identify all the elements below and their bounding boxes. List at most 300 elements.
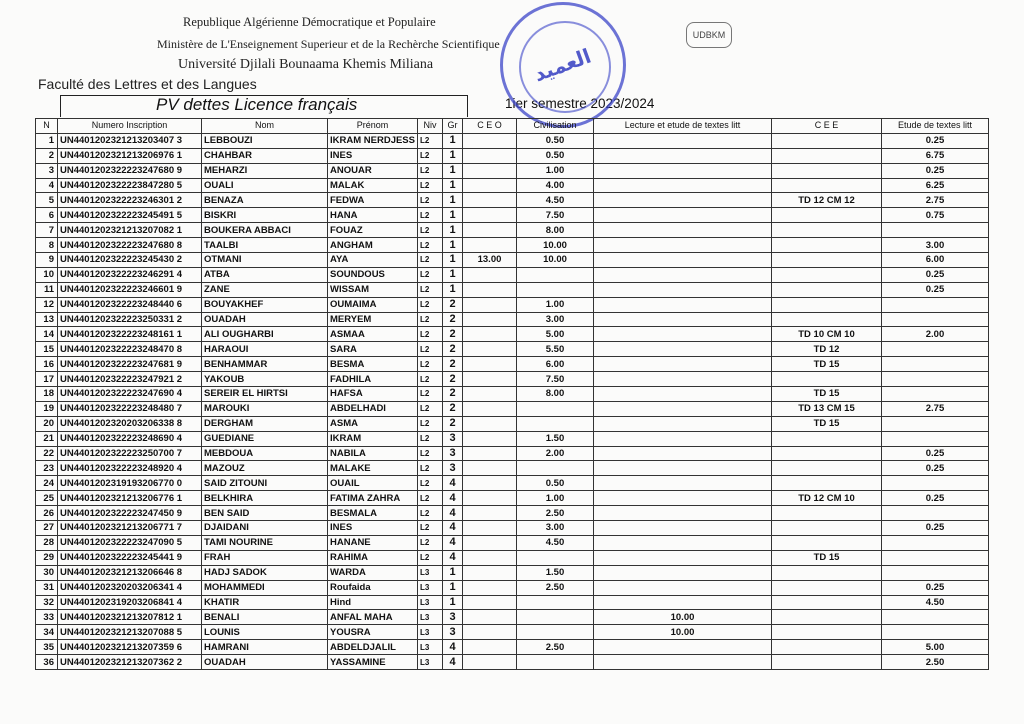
last-name: OUADAH (202, 312, 328, 327)
first-name: YOUSRA (328, 625, 418, 640)
civilisation-grade: 1.50 (517, 431, 594, 446)
first-name: WISSAM (328, 282, 418, 297)
inscription-number: UN4401202322223248690 4 (58, 431, 202, 446)
level: L3 (418, 625, 443, 640)
ceo-grade (463, 267, 517, 282)
inscription-number: UN4401202321213206646 8 (58, 565, 202, 580)
first-name: INES (328, 148, 418, 163)
etude-grade (882, 312, 989, 327)
first-name: FATIMA ZAHRA (328, 491, 418, 506)
civilisation-grade (517, 550, 594, 565)
cee-grade (772, 521, 882, 536)
etude-grade (882, 416, 989, 431)
inscription-number: UN4401202322223248161 1 (58, 327, 202, 342)
ceo-grade (463, 342, 517, 357)
table-row (36, 372, 989, 387)
group: 1 (443, 178, 463, 193)
first-name: HANANE (328, 535, 418, 550)
inscription-number: UN4401202322223247090 5 (58, 535, 202, 550)
last-name: HAMRANI (202, 640, 328, 655)
first-name: INES (328, 521, 418, 536)
inscription-number: UN4401202322223248920 4 (58, 461, 202, 476)
cee-grade (772, 372, 882, 387)
inscription-number: UN4401202322223247450 9 (58, 506, 202, 521)
first-name: MALAK (328, 178, 418, 193)
level: L2 (418, 163, 443, 178)
level: L2 (418, 193, 443, 208)
first-name: MALAKE (328, 461, 418, 476)
table-row (36, 342, 989, 357)
lecture-grade (594, 297, 772, 312)
lecture-grade (594, 267, 772, 282)
ceo-grade (463, 431, 517, 446)
lecture-grade (594, 223, 772, 238)
col-header-ceo: C E O (463, 119, 517, 134)
lecture-grade (594, 342, 772, 357)
cee-grade: TD 12 CM 10 (772, 491, 882, 506)
level: L2 (418, 550, 443, 565)
row-number: 12 (36, 297, 58, 312)
table-row (36, 640, 989, 655)
row-number: 27 (36, 521, 58, 536)
first-name: FOUAZ (328, 223, 418, 238)
last-name: MAZOUZ (202, 461, 328, 476)
table-row (36, 550, 989, 565)
etude-grade: 0.25 (882, 267, 989, 282)
lecture-grade (594, 327, 772, 342)
cee-grade (772, 476, 882, 491)
group: 1 (443, 580, 463, 595)
last-name: BELKHIRA (202, 491, 328, 506)
faculty-heading: Faculté des Lettres et des Langues (38, 76, 257, 92)
lecture-grade (594, 178, 772, 193)
table-header-row (36, 119, 989, 134)
lecture-grade (594, 401, 772, 416)
civilisation-grade (517, 625, 594, 640)
etude-grade (882, 550, 989, 565)
last-name: SEREIR EL HIRTSI (202, 387, 328, 402)
table-row (36, 312, 989, 327)
ceo-grade (463, 446, 517, 461)
level: L2 (418, 282, 443, 297)
ceo-grade (463, 387, 517, 402)
level: L2 (418, 312, 443, 327)
civilisation-grade: 0.50 (517, 148, 594, 163)
table-body (36, 133, 989, 669)
lecture-grade (594, 372, 772, 387)
cee-grade: TD 12 CM 12 (772, 193, 882, 208)
first-name: Hind (328, 595, 418, 610)
ceo-grade (463, 312, 517, 327)
table-row (36, 625, 989, 640)
group: 2 (443, 297, 463, 312)
etude-grade: 0.25 (882, 282, 989, 297)
level: L3 (418, 655, 443, 670)
last-name: BEN SAID (202, 506, 328, 521)
level: L2 (418, 327, 443, 342)
table-row (36, 401, 989, 416)
row-number: 6 (36, 208, 58, 223)
cee-grade (772, 580, 882, 595)
first-name: ABDELHADI (328, 401, 418, 416)
cee-grade (772, 223, 882, 238)
ceo-grade (463, 401, 517, 416)
first-name: ANFAL MAHA (328, 610, 418, 625)
last-name: LEBBOUZI (202, 133, 328, 148)
etude-grade (882, 610, 989, 625)
level: L2 (418, 535, 443, 550)
ceo-grade (463, 372, 517, 387)
inscription-number: UN4401202322223247680 9 (58, 163, 202, 178)
inscription-number: UN4401202321213207812 1 (58, 610, 202, 625)
civilisation-grade (517, 595, 594, 610)
inscription-number: UN4401202319203206841 4 (58, 595, 202, 610)
lecture-grade (594, 238, 772, 253)
group: 2 (443, 387, 463, 402)
first-name: FADHILA (328, 372, 418, 387)
row-number: 19 (36, 401, 58, 416)
last-name: ATBA (202, 267, 328, 282)
group: 1 (443, 565, 463, 580)
table-row (36, 506, 989, 521)
table-row (36, 521, 989, 536)
civilisation-grade (517, 416, 594, 431)
cee-grade (772, 282, 882, 297)
ceo-grade (463, 163, 517, 178)
cee-grade (772, 238, 882, 253)
last-name: DJAIDANI (202, 521, 328, 536)
civilisation-grade (517, 610, 594, 625)
level: L2 (418, 372, 443, 387)
table-row (36, 491, 989, 506)
ceo-grade (463, 506, 517, 521)
ceo-grade (463, 655, 517, 670)
level: L2 (418, 387, 443, 402)
ceo-grade (463, 208, 517, 223)
cee-grade (772, 208, 882, 223)
civilisation-grade (517, 401, 594, 416)
last-name: GUEDIANE (202, 431, 328, 446)
group: 2 (443, 342, 463, 357)
table-row (36, 580, 989, 595)
level: L3 (418, 640, 443, 655)
official-stamp (500, 2, 626, 128)
group: 1 (443, 193, 463, 208)
civilisation-grade: 2.00 (517, 446, 594, 461)
last-name: KHATIR (202, 595, 328, 610)
last-name: BENALI (202, 610, 328, 625)
etude-grade: 6.25 (882, 178, 989, 193)
level: L2 (418, 431, 443, 446)
cee-grade: TD 10 CM 10 (772, 327, 882, 342)
table-row (36, 133, 989, 148)
first-name: IKRAM (328, 431, 418, 446)
etude-grade: 0.25 (882, 521, 989, 536)
last-name: YAKOUB (202, 372, 328, 387)
row-number: 20 (36, 416, 58, 431)
table-row (36, 223, 989, 238)
cee-grade (772, 625, 882, 640)
civilisation-grade: 8.00 (517, 223, 594, 238)
logo-text: UDBKM (692, 30, 726, 40)
last-name: BOUKERA ABBACI (202, 223, 328, 238)
inscription-number: UN4401202321213207359 6 (58, 640, 202, 655)
debts-table (35, 118, 989, 670)
group: 1 (443, 223, 463, 238)
first-name: ABDELDJALIL (328, 640, 418, 655)
civilisation-grade: 1.00 (517, 163, 594, 178)
row-number: 11 (36, 282, 58, 297)
lecture-grade (594, 580, 772, 595)
level: L2 (418, 491, 443, 506)
last-name: BENAZA (202, 193, 328, 208)
ceo-grade (463, 327, 517, 342)
lecture-grade (594, 565, 772, 580)
semester-label: 1ier semestre 2023/2024 (505, 96, 655, 111)
lecture-grade (594, 535, 772, 550)
lecture-grade (594, 163, 772, 178)
row-number: 28 (36, 535, 58, 550)
ceo-grade (463, 193, 517, 208)
lecture-grade (594, 595, 772, 610)
cee-grade (772, 267, 882, 282)
cee-grade (772, 431, 882, 446)
row-number: 14 (36, 327, 58, 342)
level: L2 (418, 461, 443, 476)
first-name: Roufaida (328, 580, 418, 595)
inscription-number: UN4401202322223245491 5 (58, 208, 202, 223)
level: L3 (418, 610, 443, 625)
etude-grade: 2.75 (882, 401, 989, 416)
col-header-gr: Gr (443, 119, 463, 134)
civilisation-grade: 1.00 (517, 491, 594, 506)
last-name: MOHAMMEDI (202, 580, 328, 595)
etude-grade: 6.00 (882, 253, 989, 268)
ceo-grade (463, 223, 517, 238)
row-number: 32 (36, 595, 58, 610)
ceo-grade (463, 178, 517, 193)
row-number: 7 (36, 223, 58, 238)
level: L2 (418, 208, 443, 223)
etude-grade (882, 625, 989, 640)
first-name: IKRAM NERDJESS (328, 133, 418, 148)
level: L2 (418, 297, 443, 312)
group: 3 (443, 625, 463, 640)
row-number: 17 (36, 372, 58, 387)
table-row (36, 565, 989, 580)
lecture-grade (594, 312, 772, 327)
row-number: 13 (36, 312, 58, 327)
cee-grade (772, 640, 882, 655)
civilisation-grade: 0.50 (517, 476, 594, 491)
ceo-grade (463, 625, 517, 640)
level: L2 (418, 148, 443, 163)
civilisation-grade: 10.00 (517, 238, 594, 253)
last-name: BISKRI (202, 208, 328, 223)
cee-grade (772, 610, 882, 625)
stamp-text: العميد (530, 43, 595, 87)
last-name: MEHARZI (202, 163, 328, 178)
lecture-grade (594, 476, 772, 491)
table-row (36, 267, 989, 282)
civilisation-grade (517, 655, 594, 670)
group: 4 (443, 640, 463, 655)
ceo-grade (463, 461, 517, 476)
lecture-grade (594, 208, 772, 223)
inscription-number: UN4401202322223248470 8 (58, 342, 202, 357)
table-row (36, 253, 989, 268)
group: 3 (443, 431, 463, 446)
col-header-inscription: Numero Inscription (58, 119, 202, 134)
civilisation-grade: 7.50 (517, 208, 594, 223)
inscription-number: UN4401202321213207362 2 (58, 655, 202, 670)
last-name: BENHAMMAR (202, 357, 328, 372)
cee-grade: TD 13 CM 15 (772, 401, 882, 416)
civilisation-grade: 5.50 (517, 342, 594, 357)
last-name: OUADAH (202, 655, 328, 670)
lecture-grade (594, 491, 772, 506)
ceo-grade: 13.00 (463, 253, 517, 268)
cee-grade: TD 15 (772, 550, 882, 565)
group: 4 (443, 506, 463, 521)
table-row (36, 148, 989, 163)
civilisation-grade: 1.00 (517, 297, 594, 312)
row-number: 5 (36, 193, 58, 208)
row-number: 36 (36, 655, 58, 670)
cee-grade (772, 655, 882, 670)
inscription-number: UN4401202322223245441 9 (58, 550, 202, 565)
civilisation-grade: 1.50 (517, 565, 594, 580)
ceo-grade (463, 282, 517, 297)
row-number: 3 (36, 163, 58, 178)
last-name: FRAH (202, 550, 328, 565)
group: 2 (443, 312, 463, 327)
etude-grade (882, 223, 989, 238)
row-number: 10 (36, 267, 58, 282)
etude-grade: 0.25 (882, 580, 989, 595)
last-name: TAMI NOURINE (202, 535, 328, 550)
row-number: 9 (36, 253, 58, 268)
republic-heading: Republique Algérienne Démocratique et Populaire (183, 15, 436, 29)
level: L2 (418, 223, 443, 238)
table-row (36, 387, 989, 402)
lecture-grade (594, 431, 772, 446)
group: 2 (443, 372, 463, 387)
table-row (36, 282, 989, 297)
etude-grade: 3.00 (882, 238, 989, 253)
civilisation-grade (517, 267, 594, 282)
level: L2 (418, 521, 443, 536)
lecture-grade (594, 253, 772, 268)
row-number: 22 (36, 446, 58, 461)
last-name: MEBDOUA (202, 446, 328, 461)
first-name: FEDWA (328, 193, 418, 208)
civilisation-grade: 0.50 (517, 133, 594, 148)
civilisation-grade (517, 282, 594, 297)
row-number: 29 (36, 550, 58, 565)
group: 1 (443, 267, 463, 282)
inscription-number: UN4401202322223247681 9 (58, 357, 202, 372)
first-name: OUAIL (328, 476, 418, 491)
inscription-number: UN4401202321213206976 1 (58, 148, 202, 163)
etude-grade: 0.75 (882, 208, 989, 223)
group: 2 (443, 327, 463, 342)
col-header-etude: Etude de textes litt (882, 119, 989, 134)
cee-grade (772, 565, 882, 580)
etude-grade: 2.75 (882, 193, 989, 208)
row-number: 33 (36, 610, 58, 625)
inscription-number: UN4401202322223250700 7 (58, 446, 202, 461)
lecture-grade (594, 193, 772, 208)
first-name: SARA (328, 342, 418, 357)
cee-grade (772, 148, 882, 163)
cee-grade (772, 446, 882, 461)
ministry-heading: Ministère de L'Enseignement Superieur et de la Rechèrche Scientifique (157, 37, 500, 51)
group: 3 (443, 446, 463, 461)
level: L2 (418, 446, 443, 461)
civilisation-grade (517, 461, 594, 476)
lecture-grade (594, 521, 772, 536)
level: L2 (418, 178, 443, 193)
first-name: SOUNDOUS (328, 267, 418, 282)
inscription-number: UN4401202322223246291 4 (58, 267, 202, 282)
ceo-grade (463, 521, 517, 536)
level: L3 (418, 565, 443, 580)
inscription-number: UN4401202322223246601 9 (58, 282, 202, 297)
inscription-number: UN4401202320203206338 8 (58, 416, 202, 431)
table-row (36, 610, 989, 625)
table-row (36, 476, 989, 491)
group: 4 (443, 550, 463, 565)
ceo-grade (463, 357, 517, 372)
etude-grade: 0.25 (882, 446, 989, 461)
lecture-grade (594, 550, 772, 565)
lecture-grade (594, 506, 772, 521)
ceo-grade (463, 133, 517, 148)
table-row (36, 595, 989, 610)
inscription-number: UN4401202322223246301 2 (58, 193, 202, 208)
ceo-grade (463, 550, 517, 565)
table-row (36, 178, 989, 193)
inscription-number: UN4401202322223847280 5 (58, 178, 202, 193)
ceo-grade (463, 148, 517, 163)
civilisation-grade: 3.00 (517, 312, 594, 327)
inscription-number: UN4401202322223247921 2 (58, 372, 202, 387)
cee-grade: TD 15 (772, 387, 882, 402)
row-number: 24 (36, 476, 58, 491)
col-header-civilisation: Civilisation (517, 119, 594, 134)
first-name: NABILA (328, 446, 418, 461)
cee-grade (772, 163, 882, 178)
etude-grade (882, 506, 989, 521)
col-header-niv: Niv (418, 119, 443, 134)
pv-title: PV dettes Licence français (60, 95, 468, 117)
level: L2 (418, 238, 443, 253)
etude-grade (882, 372, 989, 387)
inscription-number: UN4401202321213203407 3 (58, 133, 202, 148)
inscription-number: UN4401202321213206776 1 (58, 491, 202, 506)
col-header-lecture: Lecture et etude de textes litt (594, 119, 772, 134)
table-row (36, 535, 989, 550)
level: L3 (418, 595, 443, 610)
row-number: 1 (36, 133, 58, 148)
table-row (36, 431, 989, 446)
lecture-grade: 10.00 (594, 610, 772, 625)
group: 1 (443, 163, 463, 178)
civilisation-grade: 3.00 (517, 521, 594, 536)
first-name: RAHIMA (328, 550, 418, 565)
cee-grade: TD 15 (772, 357, 882, 372)
